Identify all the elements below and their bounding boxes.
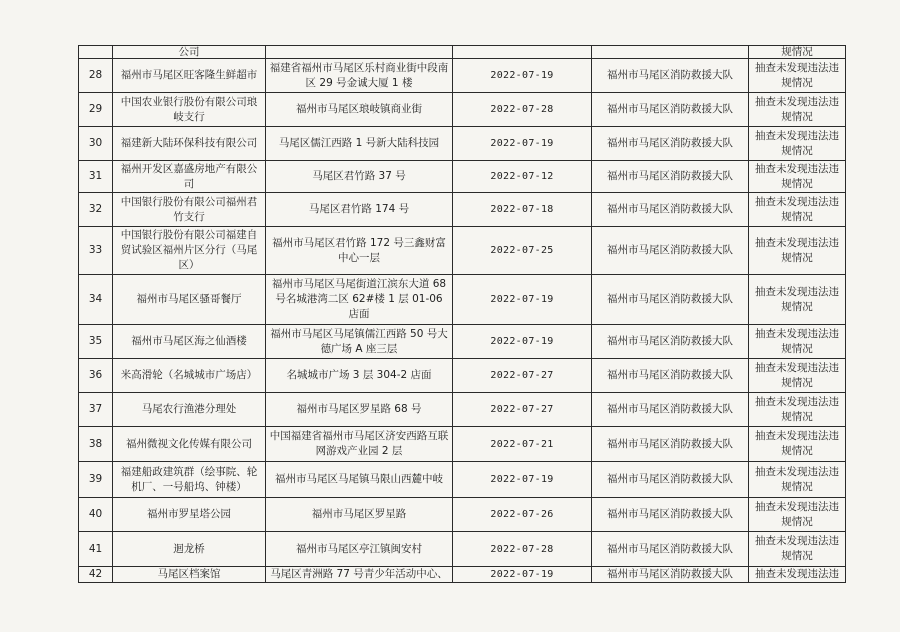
cell-address: 中国福建省福州市马尾区济安西路互联网游戏产业园 2 层 bbox=[266, 427, 453, 462]
cell-no bbox=[79, 46, 113, 59]
cell-no: 40 bbox=[79, 498, 113, 532]
table-row bbox=[79, 359, 846, 393]
cell-unit: 福州市马尾区消防救援大队 bbox=[592, 93, 749, 127]
cell-result: 抽查未发现违法违规情况 bbox=[749, 161, 846, 193]
cell-address: 福州市马尾区亭江镇闽安村 bbox=[266, 532, 453, 567]
cell-no: 38 bbox=[79, 427, 113, 462]
cell-name: 中国农业银行股份有限公司琅岐支行 bbox=[113, 93, 266, 127]
cell-address: 马尾区儒江西路 1 号新大陆科技园 bbox=[266, 127, 453, 161]
cell-no: 37 bbox=[79, 393, 113, 427]
cell-unit: 福州市马尾区消防救援大队 bbox=[592, 127, 749, 161]
cell-name: 福州微视文化传媒有限公司 bbox=[113, 427, 266, 462]
cell-name: 福州市马尾区海之仙酒楼 bbox=[113, 325, 266, 359]
cell-date: 2022-07-19 bbox=[453, 127, 592, 161]
cell-unit: 福州市马尾区消防救援大队 bbox=[592, 161, 749, 193]
table-row-partial-bottom bbox=[79, 567, 846, 583]
cell-date bbox=[453, 46, 592, 59]
cell-date: 2022-07-19 bbox=[453, 325, 592, 359]
cell-date: 2022-07-25 bbox=[453, 227, 592, 275]
cell-result: 抽查未发现违法违规情况 bbox=[749, 359, 846, 393]
table-row bbox=[79, 127, 846, 161]
cell-date: 2022-07-19 bbox=[453, 59, 592, 93]
cell-unit: 福州市马尾区消防救援大队 bbox=[592, 393, 749, 427]
cell-unit: 福州市马尾区消防救援大队 bbox=[592, 427, 749, 462]
cell-address: 福州市马尾区马尾镇马限山西麓中岐 bbox=[266, 462, 453, 498]
cell-unit: 福州市马尾区消防救援大队 bbox=[592, 59, 749, 93]
cell-no: 31 bbox=[79, 161, 113, 193]
cell-no: 39 bbox=[79, 462, 113, 498]
inspection-table bbox=[78, 45, 846, 583]
cell-date: 2022-07-28 bbox=[453, 532, 592, 567]
cell-name: 公司 bbox=[113, 46, 266, 59]
cell-unit: 福州市马尾区消防救援大队 bbox=[592, 275, 749, 325]
cell-no: 35 bbox=[79, 325, 113, 359]
cell-address bbox=[266, 46, 453, 59]
cell-no: 29 bbox=[79, 93, 113, 127]
table-row bbox=[79, 59, 846, 93]
cell-address: 马尾区青洲路 77 号青少年活动中心、 bbox=[266, 567, 453, 583]
table-row bbox=[79, 325, 846, 359]
cell-name: 福建新大陆环保科技有限公司 bbox=[113, 127, 266, 161]
cell-date: 2022-07-19 bbox=[453, 275, 592, 325]
cell-result: 抽查未发现违法违规情况 bbox=[749, 498, 846, 532]
cell-unit: 福州市马尾区消防救援大队 bbox=[592, 567, 749, 583]
cell-no: 32 bbox=[79, 193, 113, 227]
page-bottom-margin bbox=[0, 594, 900, 632]
cell-address: 福州市马尾区马尾街道江滨东大道 68 号名城港湾二区 62#楼 1 层 01-06 店面 bbox=[266, 275, 453, 325]
cell-name: 马尾农行渔港分理处 bbox=[113, 393, 266, 427]
cell-result: 抽查未发现违法违规情况 bbox=[749, 59, 846, 93]
cell-result: 抽查未发现违法违规情况 bbox=[749, 275, 846, 325]
cell-date: 2022-07-28 bbox=[453, 93, 592, 127]
cell-result: 规情况 bbox=[749, 46, 846, 59]
cell-date: 2022-07-18 bbox=[453, 193, 592, 227]
cell-name: 福州开发区嘉盛房地产有限公司 bbox=[113, 161, 266, 193]
table-row-partial-top bbox=[79, 46, 846, 59]
cell-no: 36 bbox=[79, 359, 113, 393]
cell-address: 名城城市广场 3 层 304-2 店面 bbox=[266, 359, 453, 393]
cell-no: 30 bbox=[79, 127, 113, 161]
table-row bbox=[79, 275, 846, 325]
cell-unit: 福州市马尾区消防救援大队 bbox=[592, 193, 749, 227]
cell-address: 福州市马尾区君竹路 172 号三鑫财富中心一层 bbox=[266, 227, 453, 275]
cell-address: 马尾区君竹路 174 号 bbox=[266, 193, 453, 227]
cell-date: 2022-07-19 bbox=[453, 567, 592, 583]
cell-unit bbox=[592, 46, 749, 59]
cell-result: 抽查未发现违法违规情况 bbox=[749, 127, 846, 161]
cell-no: 41 bbox=[79, 532, 113, 567]
table-row bbox=[79, 393, 846, 427]
cell-no: 34 bbox=[79, 275, 113, 325]
cell-result: 抽查未发现违法违规情况 bbox=[749, 462, 846, 498]
cell-result: 抽查未发现违法违规情况 bbox=[749, 325, 846, 359]
cell-result: 抽查未发现违法违规情况 bbox=[749, 193, 846, 227]
cell-name: 米高滑轮（名城城市广场店） bbox=[113, 359, 266, 393]
table-row bbox=[79, 427, 846, 462]
cell-unit: 福州市马尾区消防救援大队 bbox=[592, 227, 749, 275]
cell-address: 马尾区君竹路 37 号 bbox=[266, 161, 453, 193]
cell-name: 迴龙桥 bbox=[113, 532, 266, 567]
table-row bbox=[79, 462, 846, 498]
cell-address: 福州市马尾区琅岐镇商业街 bbox=[266, 93, 453, 127]
cell-no: 42 bbox=[79, 567, 113, 583]
cell-date: 2022-07-12 bbox=[453, 161, 592, 193]
cell-result: 抽查未发现违法违规情况 bbox=[749, 532, 846, 567]
cell-result: 抽查未发现违法违规情况 bbox=[749, 93, 846, 127]
cell-result: 抽查未发现违法违 bbox=[749, 567, 846, 583]
table-row bbox=[79, 498, 846, 532]
cell-no: 28 bbox=[79, 59, 113, 93]
cell-name: 福建船政建筑群（绘事院、轮机厂、一号船坞、钟楼） bbox=[113, 462, 266, 498]
table-row bbox=[79, 227, 846, 275]
cell-unit: 福州市马尾区消防救援大队 bbox=[592, 532, 749, 567]
cell-result: 抽查未发现违法违规情况 bbox=[749, 427, 846, 462]
cell-address: 福州市马尾区罗星路 bbox=[266, 498, 453, 532]
table-row bbox=[79, 532, 846, 567]
table-row bbox=[79, 193, 846, 227]
cell-date: 2022-07-19 bbox=[453, 462, 592, 498]
cell-date: 2022-07-21 bbox=[453, 427, 592, 462]
cell-name: 中国银行股份有限公司福州君竹支行 bbox=[113, 193, 266, 227]
cell-address: 福州市马尾区马尾镇儒江西路 50 号大德广场 A 座三层 bbox=[266, 325, 453, 359]
cell-name: 福州市马尾区骚哥餐厅 bbox=[113, 275, 266, 325]
cell-unit: 福州市马尾区消防救援大队 bbox=[592, 359, 749, 393]
cell-unit: 福州市马尾区消防救援大队 bbox=[592, 462, 749, 498]
cell-address: 福州市马尾区罗星路 68 号 bbox=[266, 393, 453, 427]
cell-result: 抽查未发现违法违规情况 bbox=[749, 227, 846, 275]
table-row bbox=[79, 161, 846, 193]
cell-name: 福州市马尾区旺客隆生鲜超市 bbox=[113, 59, 266, 93]
cell-name: 马尾区档案馆 bbox=[113, 567, 266, 583]
cell-no: 33 bbox=[79, 227, 113, 275]
cell-date: 2022-07-26 bbox=[453, 498, 592, 532]
cell-name: 福州市罗星塔公园 bbox=[113, 498, 266, 532]
cell-unit: 福州市马尾区消防救援大队 bbox=[592, 498, 749, 532]
cell-unit: 福州市马尾区消防救援大队 bbox=[592, 325, 749, 359]
cell-result: 抽查未发现违法违规情况 bbox=[749, 393, 846, 427]
cell-name: 中国银行股份有限公司福建自贸试验区福州片区分行（马尾区） bbox=[113, 227, 266, 275]
table-row bbox=[79, 93, 846, 127]
cell-date: 2022-07-27 bbox=[453, 393, 592, 427]
cell-date: 2022-07-27 bbox=[453, 359, 592, 393]
cell-address: 福建省福州市马尾区乐村商业街中段南区 29 号金诚大厦 1 楼 bbox=[266, 59, 453, 93]
